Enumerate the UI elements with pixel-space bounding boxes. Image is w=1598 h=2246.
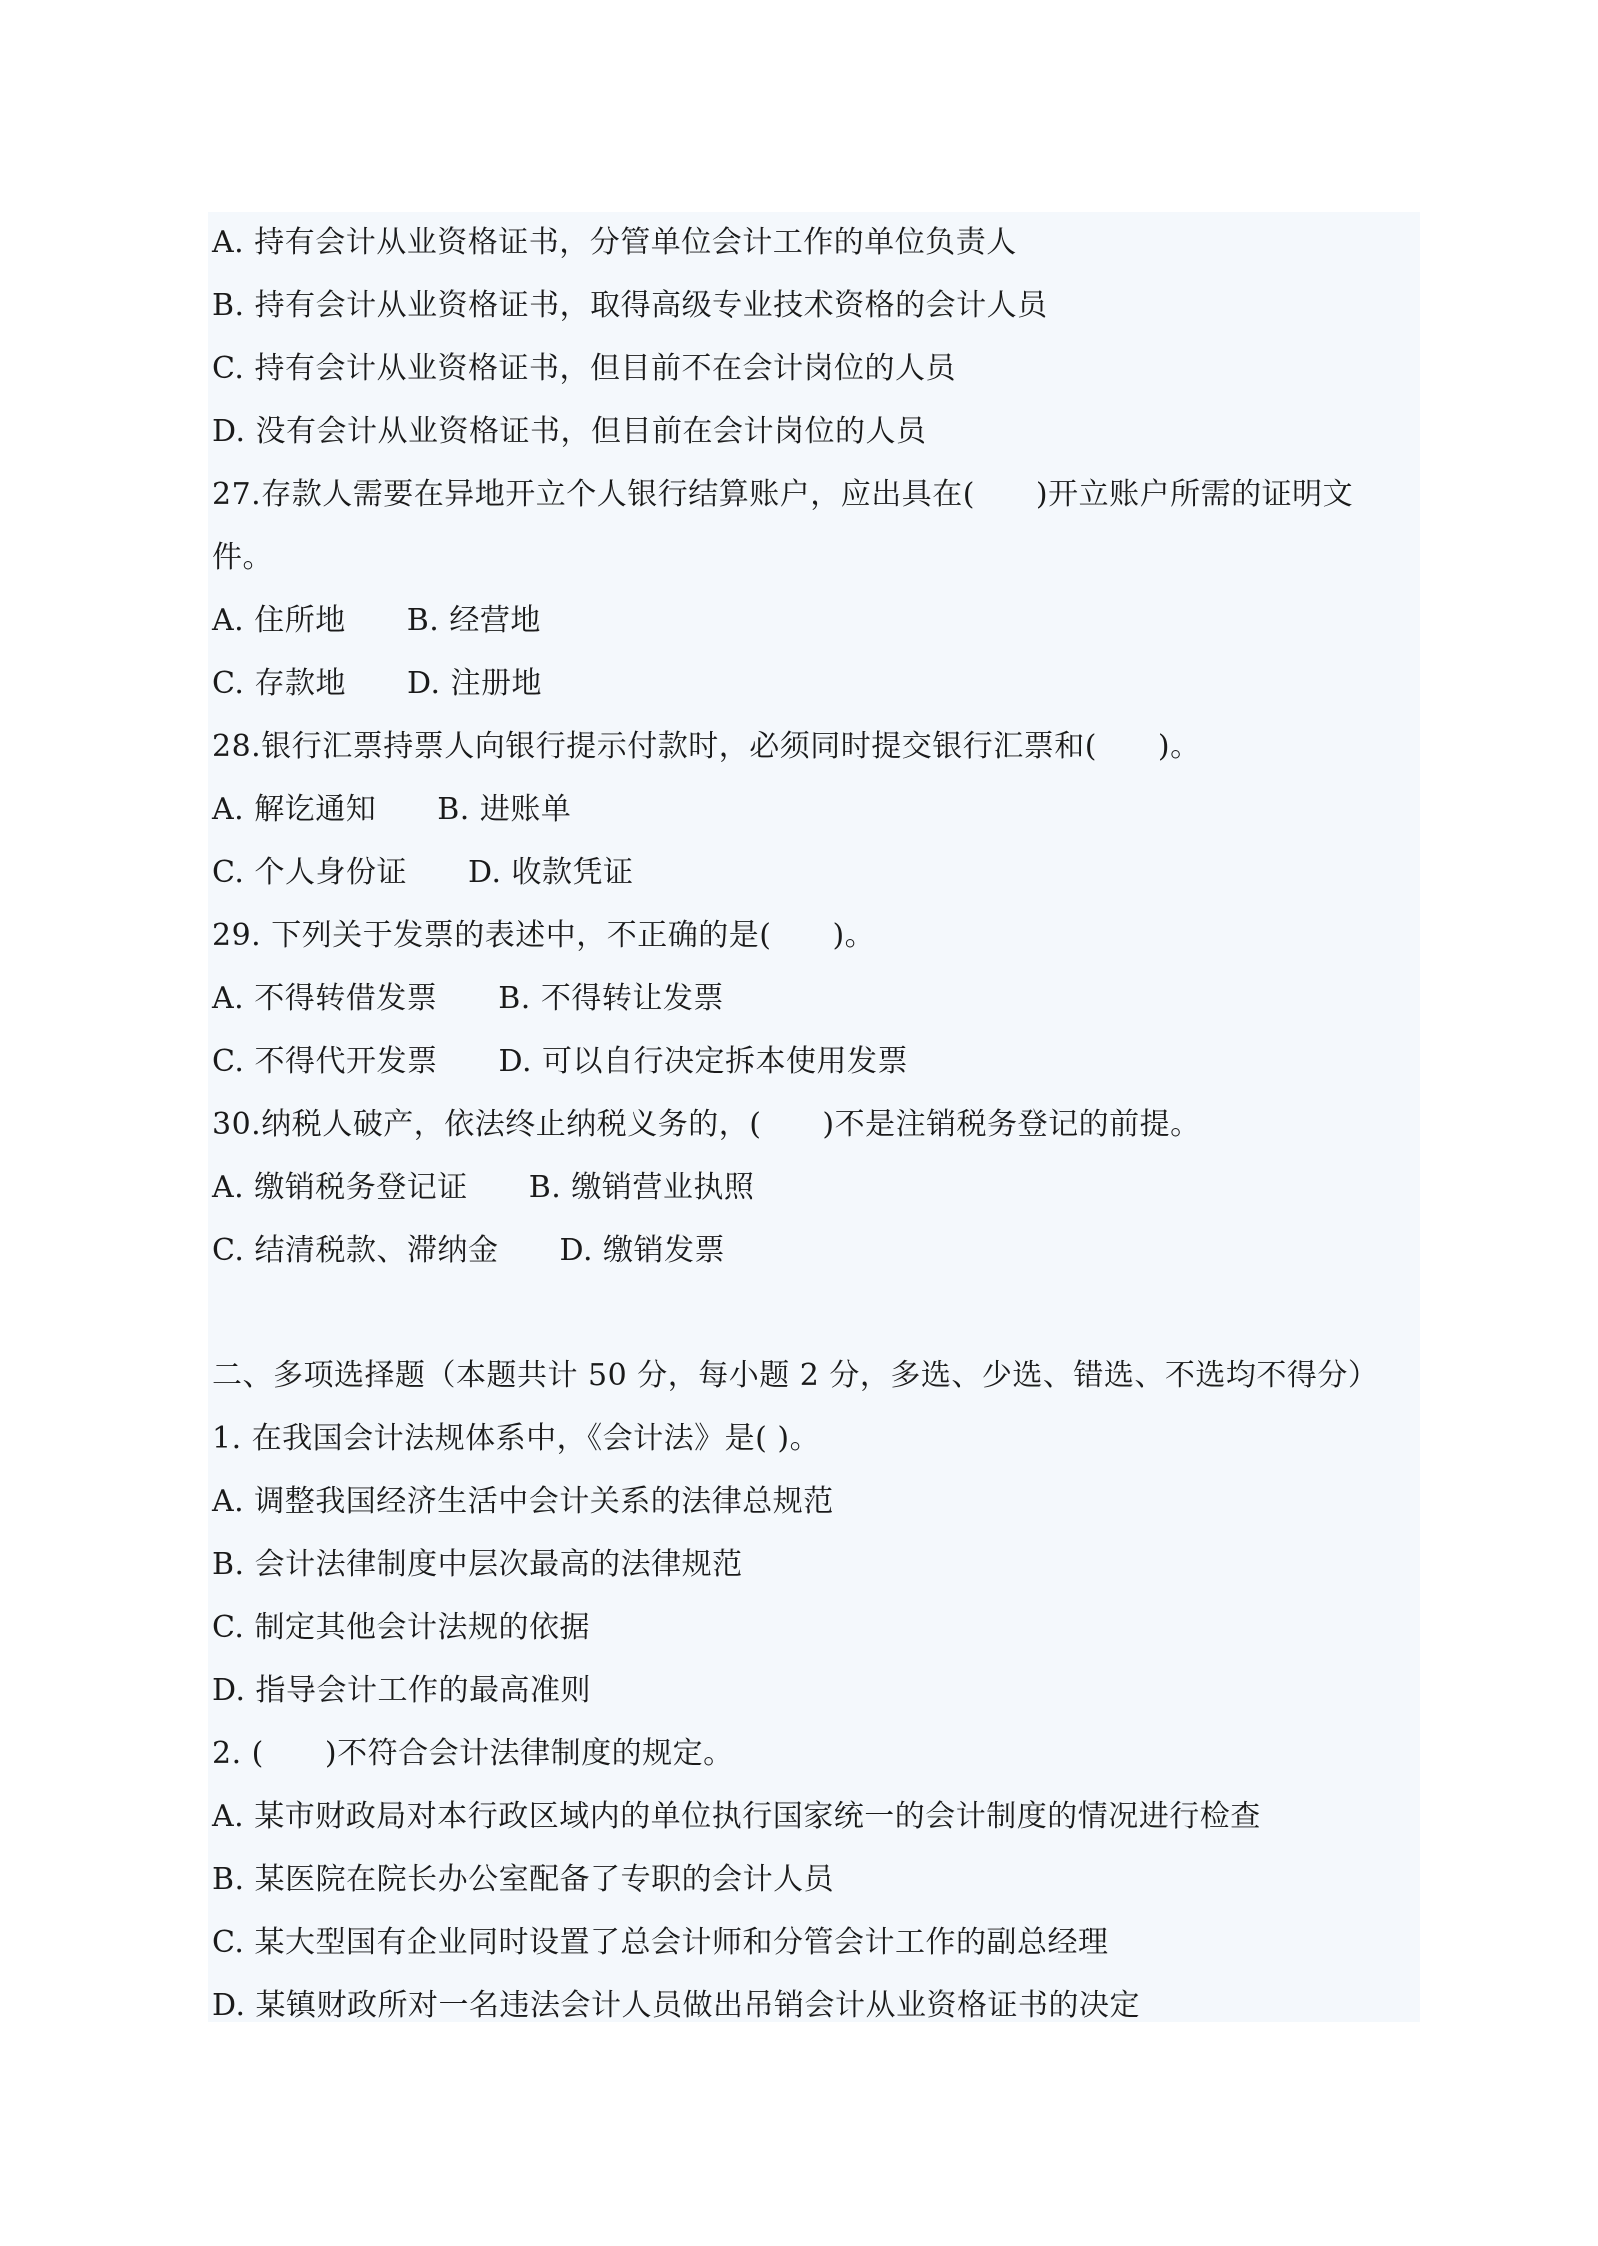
mq2-option-b: B. 某医院在院长办公室配备了专职的会计人员 bbox=[212, 1862, 835, 1897]
q30-options-cd: C. 结清税款、滞纳金 D. 缴销发票 bbox=[212, 1233, 726, 1268]
q27-options-cd: C. 存款地 D. 注册地 bbox=[212, 666, 543, 701]
q28-stem: 28.银行汇票持票人向银行提示付款时，必须同时提交银行汇票和( )。 bbox=[212, 729, 1201, 764]
q30-stem: 30.纳税人破产，依法终止纳税义务的，( )不是注销税务登记的前提。 bbox=[212, 1107, 1201, 1142]
q29-options-cd: C. 不得代开发票 D. 可以自行决定拆本使用发票 bbox=[212, 1044, 909, 1079]
mq2-option-a: A. 某市财政局对本行政区域内的单位执行国家统一的会计制度的情况进行检查 bbox=[212, 1799, 1261, 1834]
q26-option-c: C. 持有会计从业资格证书，但目前不在会计岗位的人员 bbox=[212, 351, 956, 386]
mq1-option-a: A. 调整我国经济生活中会计关系的法律总规范 bbox=[212, 1484, 834, 1519]
q29-stem: 29. 下列关于发票的表述中，不正确的是( )。 bbox=[212, 918, 876, 953]
q27-stem: 27.存款人需要在异地开立个人银行结算账户，应出具在( )开立账户所需的证明文 bbox=[212, 477, 1354, 512]
section-heading: 二、多项选择题（本题共计 50 分，每小题 2 分，多选、少选、错选、不选均不得分） bbox=[212, 1358, 1379, 1393]
mq1-option-c: C. 制定其他会计法规的依据 bbox=[212, 1610, 590, 1645]
mq2-option-d: D. 某镇财政所对一名违法会计人员做出吊销会计从业资格证书的决定 bbox=[212, 1988, 1141, 2023]
mq1-stem: 1. 在我国会计法规体系中，《会计法》是( )。 bbox=[212, 1421, 821, 1456]
mq2-option-c: C. 某大型国有企业同时设置了总会计师和分管会计工作的副总经理 bbox=[212, 1925, 1109, 1960]
q30-options-ab: A. 缴销税务登记证 B. 缴销营业执照 bbox=[212, 1170, 755, 1205]
q26-option-a: A. 持有会计从业资格证书，分管单位会计工作的单位负责人 bbox=[212, 225, 1017, 260]
mq1-option-d: D. 指导会计工作的最高准则 bbox=[212, 1673, 592, 1708]
q27-stem-continued: 件。 bbox=[212, 540, 273, 575]
q26-option-d: D. 没有会计从业资格证书，但目前在会计岗位的人员 bbox=[212, 414, 927, 449]
q29-options-ab: A. 不得转借发票 B. 不得转让发票 bbox=[212, 981, 724, 1016]
q27-options-ab: A. 住所地 B. 经营地 bbox=[212, 603, 541, 638]
q28-options-ab: A. 解讫通知 B. 进账单 bbox=[212, 792, 572, 827]
q28-options-cd: C. 个人身份证 D. 收款凭证 bbox=[212, 855, 634, 890]
mq2-stem: 2. ( )不符合会计法律制度的规定。 bbox=[212, 1736, 734, 1771]
q26-option-b: B. 持有会计从业资格证书，取得高级专业技术资格的会计人员 bbox=[212, 288, 1048, 323]
mq1-option-b: B. 会计法律制度中层次最高的法律规范 bbox=[212, 1547, 743, 1582]
